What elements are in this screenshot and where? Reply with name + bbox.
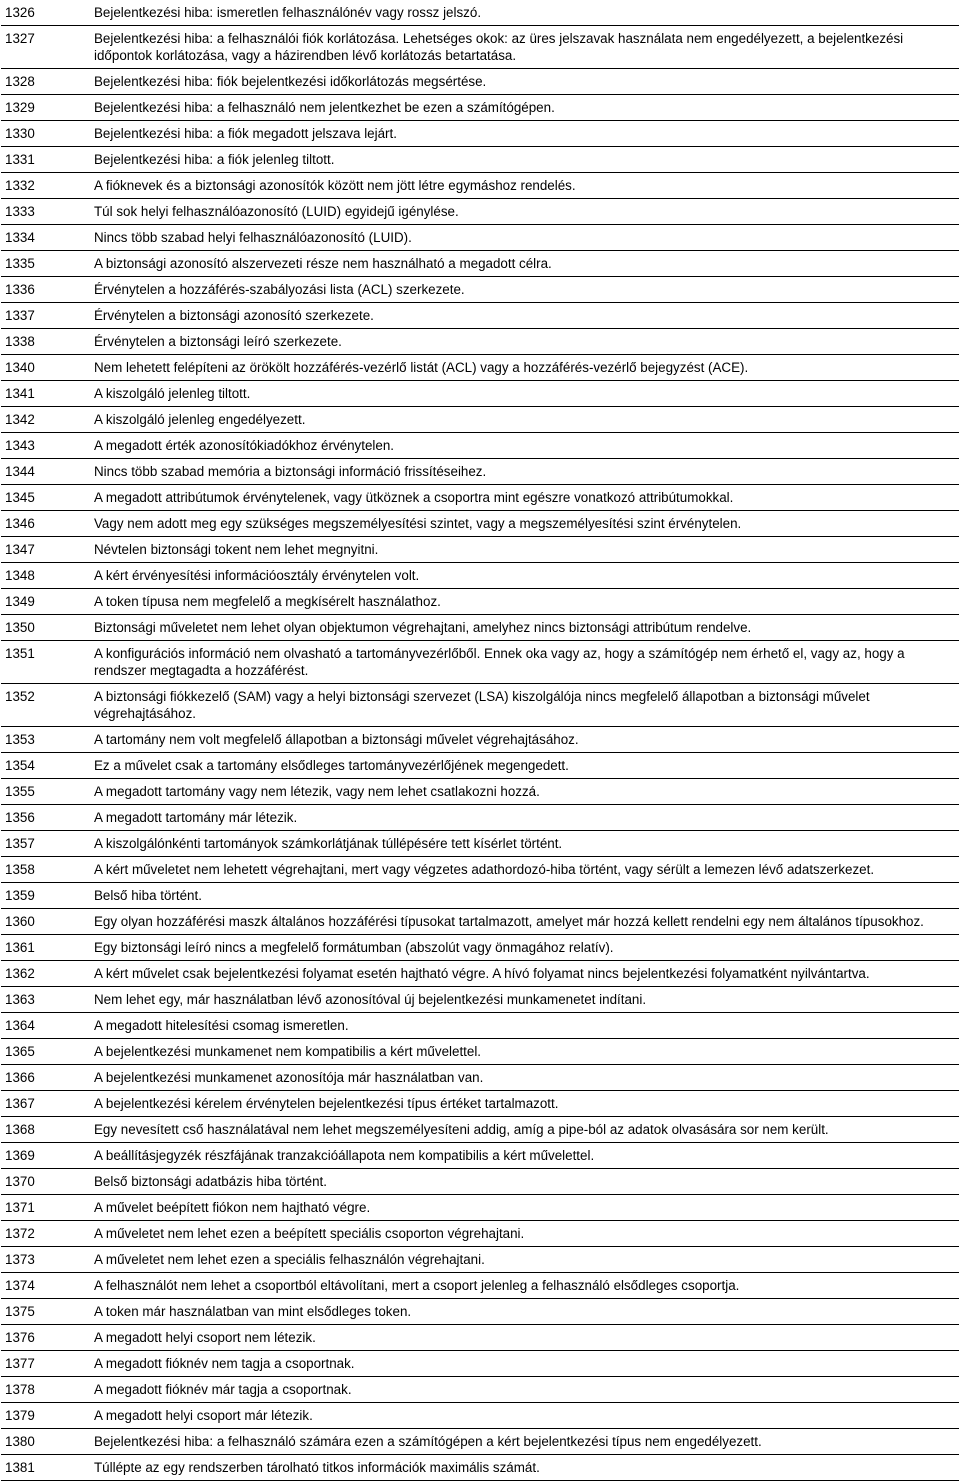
table-row xyxy=(1,1403,959,1429)
error-code: 1363 xyxy=(1,987,93,1013)
table-row xyxy=(1,727,959,753)
error-description: A konfigurációs információ nem olvasható a tartományvezérlőből. Ennek oka vagy az, hogy a számítógép nem érhető el, vagy az, hogy a rendszer megtagadta a hozzáférést. xyxy=(93,641,959,684)
error-description: Egy nevesített cső használatával nem lehet megszemélyesíteni addig, amíg a pipe-ból az adatok olvasására sor nem került. xyxy=(93,1117,959,1143)
table-row xyxy=(1,381,959,407)
error-code: 1329 xyxy=(1,95,93,121)
error-code: 1361 xyxy=(1,935,93,961)
error-code: 1364 xyxy=(1,1013,93,1039)
error-description: Bejelentkezési hiba: a felhasználó számára ezen a számítógépen a kért bejelentkezési típus nem engedélyezett. xyxy=(93,1429,959,1455)
error-description: A megadott attribútumok érvénytelenek, vagy ütköznek a csoportra mint egészre vonatkozó attribútumokkal. xyxy=(93,485,959,511)
table-row xyxy=(1,407,959,433)
error-code: 1338 xyxy=(1,329,93,355)
error-code: 1375 xyxy=(1,1299,93,1325)
error-code: 1349 xyxy=(1,589,93,615)
error-description: A beállításjegyzék részfájának tranzakcióállapota nem kompatibilis a kért művelettel. xyxy=(93,1143,959,1169)
error-description: A megadott helyi csoport már létezik. xyxy=(93,1403,959,1429)
error-code: 1371 xyxy=(1,1195,93,1221)
error-description: A műveletet nem lehet ezen a speciális felhasználón végrehajtani. xyxy=(93,1247,959,1273)
table-row xyxy=(1,1325,959,1351)
error-description: Bejelentkezési hiba: fiók bejelentkezési időkorlátozás megsértése. xyxy=(93,69,959,95)
error-description: Nem lehetett felépíteni az örökölt hozzáférés-vezérlő listát (ACL) vagy a hozzáférés-vezérlő bejegyzést (ACE). xyxy=(93,355,959,381)
error-description: A bejelentkezési munkamenet nem kompatibilis a kért művelettel. xyxy=(93,1039,959,1065)
error-code: 1333 xyxy=(1,199,93,225)
error-description: Érvénytelen a biztonsági leíró szerkezete. xyxy=(93,329,959,355)
error-description: A kiszolgálónkénti tartományok számkorlátjának túllépésére tett kísérlet történt. xyxy=(93,831,959,857)
error-code: 1365 xyxy=(1,1039,93,1065)
error-description: A biztonsági fiókkezelő (SAM) vagy a helyi biztonsági szervezet (LSA) kiszolgálója nincs megfelelő állapotban a biztonsági művelet végrehajtásához. xyxy=(93,684,959,727)
error-code: 1330 xyxy=(1,121,93,147)
error-code: 1352 xyxy=(1,684,93,727)
error-code: 1347 xyxy=(1,537,93,563)
error-description: A felhasználót nem lehet a csoportból eltávolítani, mert a csoport jelenleg a felhasználó elsődleges csoportja. xyxy=(93,1273,959,1299)
error-description: Ez a művelet csak a tartomány elsődleges tartományvezérlőjének megengedett. xyxy=(93,753,959,779)
error-description: Biztonsági műveletet nem lehet olyan objektumon végrehajtani, amelyhez nincs biztonsági attribútum rendelve. xyxy=(93,615,959,641)
error-description: A kért érvényesítési információosztály érvénytelen volt. xyxy=(93,563,959,589)
error-code: 1331 xyxy=(1,147,93,173)
error-description: Túl sok helyi felhasználóazonosító (LUID) egyidejű igénylése. xyxy=(93,199,959,225)
table-row xyxy=(1,355,959,381)
error-description: A kért műveletet nem lehetett végrehajtani, mert vagy végzetes adathordozó-hiba történt, vagy sérült a lemezen lévő adatszerkezet. xyxy=(93,857,959,883)
error-description: A megadott fióknév nem tagja a csoportnak. xyxy=(93,1351,959,1377)
error-code: 1346 xyxy=(1,511,93,537)
error-description: Érvénytelen a hozzáférés-szabályozási lista (ACL) szerkezete. xyxy=(93,277,959,303)
error-code: 1355 xyxy=(1,779,93,805)
table-row xyxy=(1,277,959,303)
error-description: Névtelen biztonsági tokent nem lehet megnyitni. xyxy=(93,537,959,563)
error-description: A megadott hitelesítési csomag ismeretlen. xyxy=(93,1013,959,1039)
error-description: Vagy nem adott meg egy szükséges megszemélyesítési szintet, vagy a megszemélyesítési szint érvénytelen. xyxy=(93,511,959,537)
table-row xyxy=(1,199,959,225)
error-code: 1345 xyxy=(1,485,93,511)
table-row xyxy=(1,615,959,641)
table-row xyxy=(1,26,959,69)
error-code: 1356 xyxy=(1,805,93,831)
error-description: A megadott tartomány vagy nem létezik, vagy nem lehet csatlakozni hozzá. xyxy=(93,779,959,805)
error-description: Nincs több szabad memória a biztonsági információ frissítéseihez. xyxy=(93,459,959,485)
table-row xyxy=(1,329,959,355)
table-row xyxy=(1,1195,959,1221)
error-code: 1348 xyxy=(1,563,93,589)
table-row xyxy=(1,909,959,935)
table-row xyxy=(1,563,959,589)
table-row xyxy=(1,511,959,537)
error-description: A fióknevek és a biztonsági azonosítók között nem jött létre egymáshoz rendelés. xyxy=(93,173,959,199)
table-row xyxy=(1,69,959,95)
error-code: 1376 xyxy=(1,1325,93,1351)
table-row xyxy=(1,1091,959,1117)
table-row xyxy=(1,883,959,909)
error-code: 1335 xyxy=(1,251,93,277)
error-code: 1343 xyxy=(1,433,93,459)
error-code: 1353 xyxy=(1,727,93,753)
error-code: 1351 xyxy=(1,641,93,684)
table-row xyxy=(1,935,959,961)
table-row xyxy=(1,537,959,563)
error-code: 1354 xyxy=(1,753,93,779)
table-row xyxy=(1,303,959,329)
error-code: 1326 xyxy=(1,0,93,26)
table-row xyxy=(1,485,959,511)
error-code: 1328 xyxy=(1,69,93,95)
table-row xyxy=(1,1273,959,1299)
table-row xyxy=(1,589,959,615)
error-description: A megadott érték azonosítókiadókhoz érvénytelen. xyxy=(93,433,959,459)
table-row xyxy=(1,987,959,1013)
error-description: Bejelentkezési hiba: a felhasználó nem jelentkezhet be ezen a számítógépen. xyxy=(93,95,959,121)
error-description: Túllépte az egy rendszerben tárolható titkos információk maximális számát. xyxy=(93,1455,959,1481)
table-row xyxy=(1,961,959,987)
table-row xyxy=(1,1455,959,1481)
table-row xyxy=(1,433,959,459)
error-code: 1374 xyxy=(1,1273,93,1299)
error-code: 1340 xyxy=(1,355,93,381)
error-code: 1377 xyxy=(1,1351,93,1377)
error-code: 1360 xyxy=(1,909,93,935)
table-row xyxy=(1,684,959,727)
error-code: 1336 xyxy=(1,277,93,303)
error-description: A művelet beépített fiókon nem hajtható végre. xyxy=(93,1195,959,1221)
error-code: 1379 xyxy=(1,1403,93,1429)
error-description: Belső hiba történt. xyxy=(93,883,959,909)
error-code: 1362 xyxy=(1,961,93,987)
error-description: Nincs több szabad helyi felhasználóazonosító (LUID). xyxy=(93,225,959,251)
table-row xyxy=(1,1169,959,1195)
table-row xyxy=(1,1221,959,1247)
table-row xyxy=(1,1065,959,1091)
error-code: 1357 xyxy=(1,831,93,857)
error-description: A bejelentkezési munkamenet azonosítója már használatban van. xyxy=(93,1065,959,1091)
error-description: A token már használatban van mint elsődleges token. xyxy=(93,1299,959,1325)
error-description: A kiszolgáló jelenleg tiltott. xyxy=(93,381,959,407)
error-code: 1370 xyxy=(1,1169,93,1195)
table-row xyxy=(1,831,959,857)
error-code: 1337 xyxy=(1,303,93,329)
error-code: 1366 xyxy=(1,1065,93,1091)
table-row xyxy=(1,753,959,779)
error-description: A kiszolgáló jelenleg engedélyezett. xyxy=(93,407,959,433)
table-row xyxy=(1,779,959,805)
error-code: 1350 xyxy=(1,615,93,641)
table-row xyxy=(1,1247,959,1273)
error-code-table xyxy=(1,0,959,1481)
error-description: A megadott helyi csoport nem létezik. xyxy=(93,1325,959,1351)
table-row xyxy=(1,1299,959,1325)
error-description: A műveletet nem lehet ezen a beépített speciális csoporton végrehajtani. xyxy=(93,1221,959,1247)
error-code: 1380 xyxy=(1,1429,93,1455)
error-description: A tartomány nem volt megfelelő állapotban a biztonsági művelet végrehajtásához. xyxy=(93,727,959,753)
error-description: A bejelentkezési kérelem érvénytelen bejelentkezési típus értéket tartalmazott. xyxy=(93,1091,959,1117)
table-row xyxy=(1,225,959,251)
error-description: Egy olyan hozzáférési maszk általános hozzáférési típusokat tartalmazott, amelyet már hozzá kellett rendelni egy nem általános típusokhoz. xyxy=(93,909,959,935)
error-code: 1327 xyxy=(1,26,93,69)
error-description: A megadott fióknév már tagja a csoportnak. xyxy=(93,1377,959,1403)
error-code: 1332 xyxy=(1,173,93,199)
error-code: 1334 xyxy=(1,225,93,251)
table-row xyxy=(1,805,959,831)
error-description: Érvénytelen a biztonsági azonosító szerkezete. xyxy=(93,303,959,329)
error-code: 1373 xyxy=(1,1247,93,1273)
table-row xyxy=(1,95,959,121)
table-row xyxy=(1,173,959,199)
table-row xyxy=(1,1429,959,1455)
error-code: 1378 xyxy=(1,1377,93,1403)
table-row xyxy=(1,1143,959,1169)
table-row xyxy=(1,147,959,173)
error-description: A biztonsági azonosító alszervezeti része nem használható a megadott célra. xyxy=(93,251,959,277)
error-description: Belső biztonsági adatbázis hiba történt. xyxy=(93,1169,959,1195)
error-code: 1367 xyxy=(1,1091,93,1117)
error-code: 1372 xyxy=(1,1221,93,1247)
error-description: Bejelentkezési hiba: a felhasználói fiók korlátozása. Lehetséges okok: az üres jelszavak használata nem engedélyezett, a bejelentkezési időpontok korlátozása, vagy a házirendben lévő korlátozás betartatása. xyxy=(93,26,959,69)
error-description: A kért művelet csak bejelentkezési folyamat esetén hajtható végre. A hívó folyamat nincs bejelentkezési folyamatként nyilvántartva. xyxy=(93,961,959,987)
error-description: Egy biztonsági leíró nincs a megfelelő formátumban (abszolút vagy önmagához relatív). xyxy=(93,935,959,961)
error-code: 1341 xyxy=(1,381,93,407)
error-description: Bejelentkezési hiba: a fiók jelenleg tiltott. xyxy=(93,147,959,173)
table-row xyxy=(1,1377,959,1403)
table-row xyxy=(1,1117,959,1143)
table-row xyxy=(1,121,959,147)
error-code: 1381 xyxy=(1,1455,93,1481)
error-description: Bejelentkezési hiba: ismeretlen felhasználónév vagy rossz jelszó. xyxy=(93,0,959,26)
table-row xyxy=(1,641,959,684)
error-description: Bejelentkezési hiba: a fiók megadott jelszava lejárt. xyxy=(93,121,959,147)
error-description: A token típusa nem megfelelő a megkísérelt használathoz. xyxy=(93,589,959,615)
table-row xyxy=(1,1039,959,1065)
table-row xyxy=(1,1351,959,1377)
error-code-table-body xyxy=(1,0,959,1481)
error-code: 1369 xyxy=(1,1143,93,1169)
error-code: 1368 xyxy=(1,1117,93,1143)
error-code: 1358 xyxy=(1,857,93,883)
table-row xyxy=(1,251,959,277)
table-row xyxy=(1,1013,959,1039)
error-code: 1359 xyxy=(1,883,93,909)
error-description: Nem lehet egy, már használatban lévő azonosítóval új bejelentkezési munkamenetet indítani. xyxy=(93,987,959,1013)
error-code: 1344 xyxy=(1,459,93,485)
table-row xyxy=(1,459,959,485)
error-code: 1342 xyxy=(1,407,93,433)
table-row xyxy=(1,857,959,883)
table-row xyxy=(1,0,959,26)
error-description: A megadott tartomány már létezik. xyxy=(93,805,959,831)
